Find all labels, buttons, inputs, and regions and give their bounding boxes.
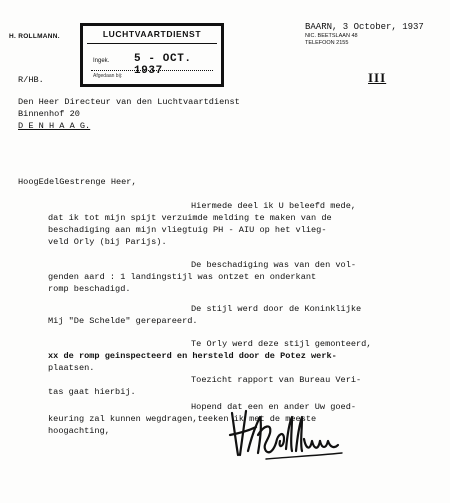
stamp-title: LUCHTVAARTDIENST — [102, 29, 202, 39]
handwritten-signature — [226, 405, 346, 465]
body-line: Hopend dat een en ander Uw goed- — [191, 402, 357, 412]
body-line: De stijl werd door de Koninklijke — [191, 304, 362, 314]
stamp-dotted-line — [91, 70, 213, 71]
body-line: tas gaat hierbij. — [48, 387, 136, 397]
body-line: keuring zal kunnen wegdragen,teeken ik met de meeste — [48, 414, 317, 424]
file-number: III — [368, 70, 387, 85]
body-line: Te Orly werd deze stijl gemonteerd, — [191, 339, 372, 349]
body-line: De beschadiging was van den vol- — [191, 260, 357, 270]
stamp-sub-label: Afgedaan bij: — [93, 73, 123, 79]
body-line: dat ik tot mijn spijt verzuimde melding te maken van de — [48, 213, 332, 223]
recipient-line-3: D E N H A A G. — [18, 121, 91, 131]
body-line: xx de romp geinspecteerd en hersteld door de Potez werk- — [48, 351, 337, 361]
body-line: beschadiging aan mijn vliegtuig PH - AIU op het vlieg- — [48, 225, 327, 235]
body-line: Hiermede deel ik U beleefd mede, — [191, 201, 357, 211]
salutation: HoogEdelGestrenge Heer, — [18, 177, 137, 187]
recipient-line-1: Den Heer Directeur van den Luchtvaartdienst — [18, 97, 240, 107]
body-line: romp beschadigd. — [48, 284, 131, 294]
recipient-line-2: Binnenhof 20 — [18, 109, 80, 119]
stamp-received-label: Ingek. — [93, 58, 110, 64]
place-date: BAARN, 3 October, 1937 — [305, 22, 424, 32]
reference: R/HB. — [18, 75, 44, 85]
body-line: hoogachting, — [48, 426, 110, 436]
address-street: NIC. BEETSLAAN 48 — [305, 33, 358, 39]
received-stamp — [80, 23, 224, 87]
body-line: genden aard : 1 landingstijl was ontzet en onderkant — [48, 272, 317, 282]
address-phone: TELEFOON 2155 — [305, 40, 349, 46]
body-line: plaatsen. — [48, 363, 95, 373]
body-line: Toezicht rapport van Bureau Veri- — [191, 375, 362, 385]
stamp-divider — [87, 43, 217, 44]
sender-name: H. ROLLMANN. — [9, 33, 60, 40]
stamp-received-date: 5 - OCT. 1937 — [134, 53, 192, 77]
body-line: Mij "De Schelde" gerepareerd. — [48, 316, 198, 326]
body-line: veld Orly (bij Parijs). — [48, 237, 167, 247]
